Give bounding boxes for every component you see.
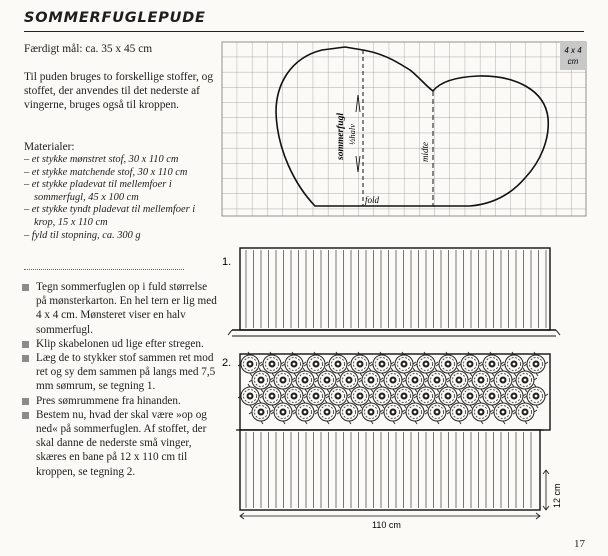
height-label: 12 cm [552, 483, 562, 508]
drawing-2-label: 2. [222, 357, 232, 369]
width-dimension [240, 513, 540, 530]
material-item: – et stykke tyndt pladevat til mellemfoer i krop, 15 x 110 cm [24, 204, 196, 228]
step-text: Bestem nu, hvad der skal være »op og ned« på sommerfuglen. Af stoffet, der skal danne de nederste små vinger, skæres en bane på 12 x 110 cm til kroppen, se tegning 2. [36, 408, 207, 478]
height-dimension [543, 470, 562, 510]
material-item: – et stykke matchende stof, 30 x 110 cm [24, 166, 188, 178]
page-title: SOMMERFUGLEPUDE [24, 10, 206, 26]
material-item: – et stykke mønstret stof, 30 x 110 cm [24, 154, 179, 165]
middle-label: midte [420, 142, 430, 162]
width-label: 110 cm [372, 520, 401, 530]
drawing-2-floral-panel [238, 352, 550, 430]
step-text: Pres sømrummene fra hinanden. [36, 394, 181, 407]
fold-label: fold [365, 195, 380, 205]
finished-size: Færdigt mål: ca. 35 x 45 cm [24, 43, 153, 55]
pattern-grid [222, 42, 586, 216]
half-label: ½halv [347, 123, 357, 145]
page-number: 17 [574, 538, 585, 550]
scale-text: 4 x 4 [564, 46, 582, 55]
step-text: Klip skabelonen ud lige efter stregen. [36, 337, 204, 350]
step-text: Tegn sommerfuglen op i fuld størrelse på mønsterkarton. En hel tern er lig med 4 x 4 cm. Mønsteret viser en halv sommerfugl. [36, 281, 217, 336]
material-item: – et stykke pladevat til mellemfoer i sommerfugl, 45 x 100 cm [24, 179, 172, 203]
drawing-2-striped-panel [236, 430, 544, 510]
butterfly-label: sommerfugl [336, 113, 346, 160]
materials-label: Materialer: [24, 141, 75, 153]
material-item: – fyld til stopning, ca. 300 g [24, 229, 141, 241]
scale-unit: cm [567, 57, 579, 66]
intro-paragraph: Til puden bruges to forskellige stoffer, og stoffet, der anvendes til det nederste af vingerne, bruges også til kroppen. [24, 71, 214, 112]
drawing-1-label: 1. [222, 256, 232, 268]
drawing-1-stripes [228, 248, 560, 336]
step-text: Læg de to stykker stof sammen ret mod ret og sy dem sammen på langs med 7,5 mm sømrum, se tegning 1. [36, 352, 216, 393]
